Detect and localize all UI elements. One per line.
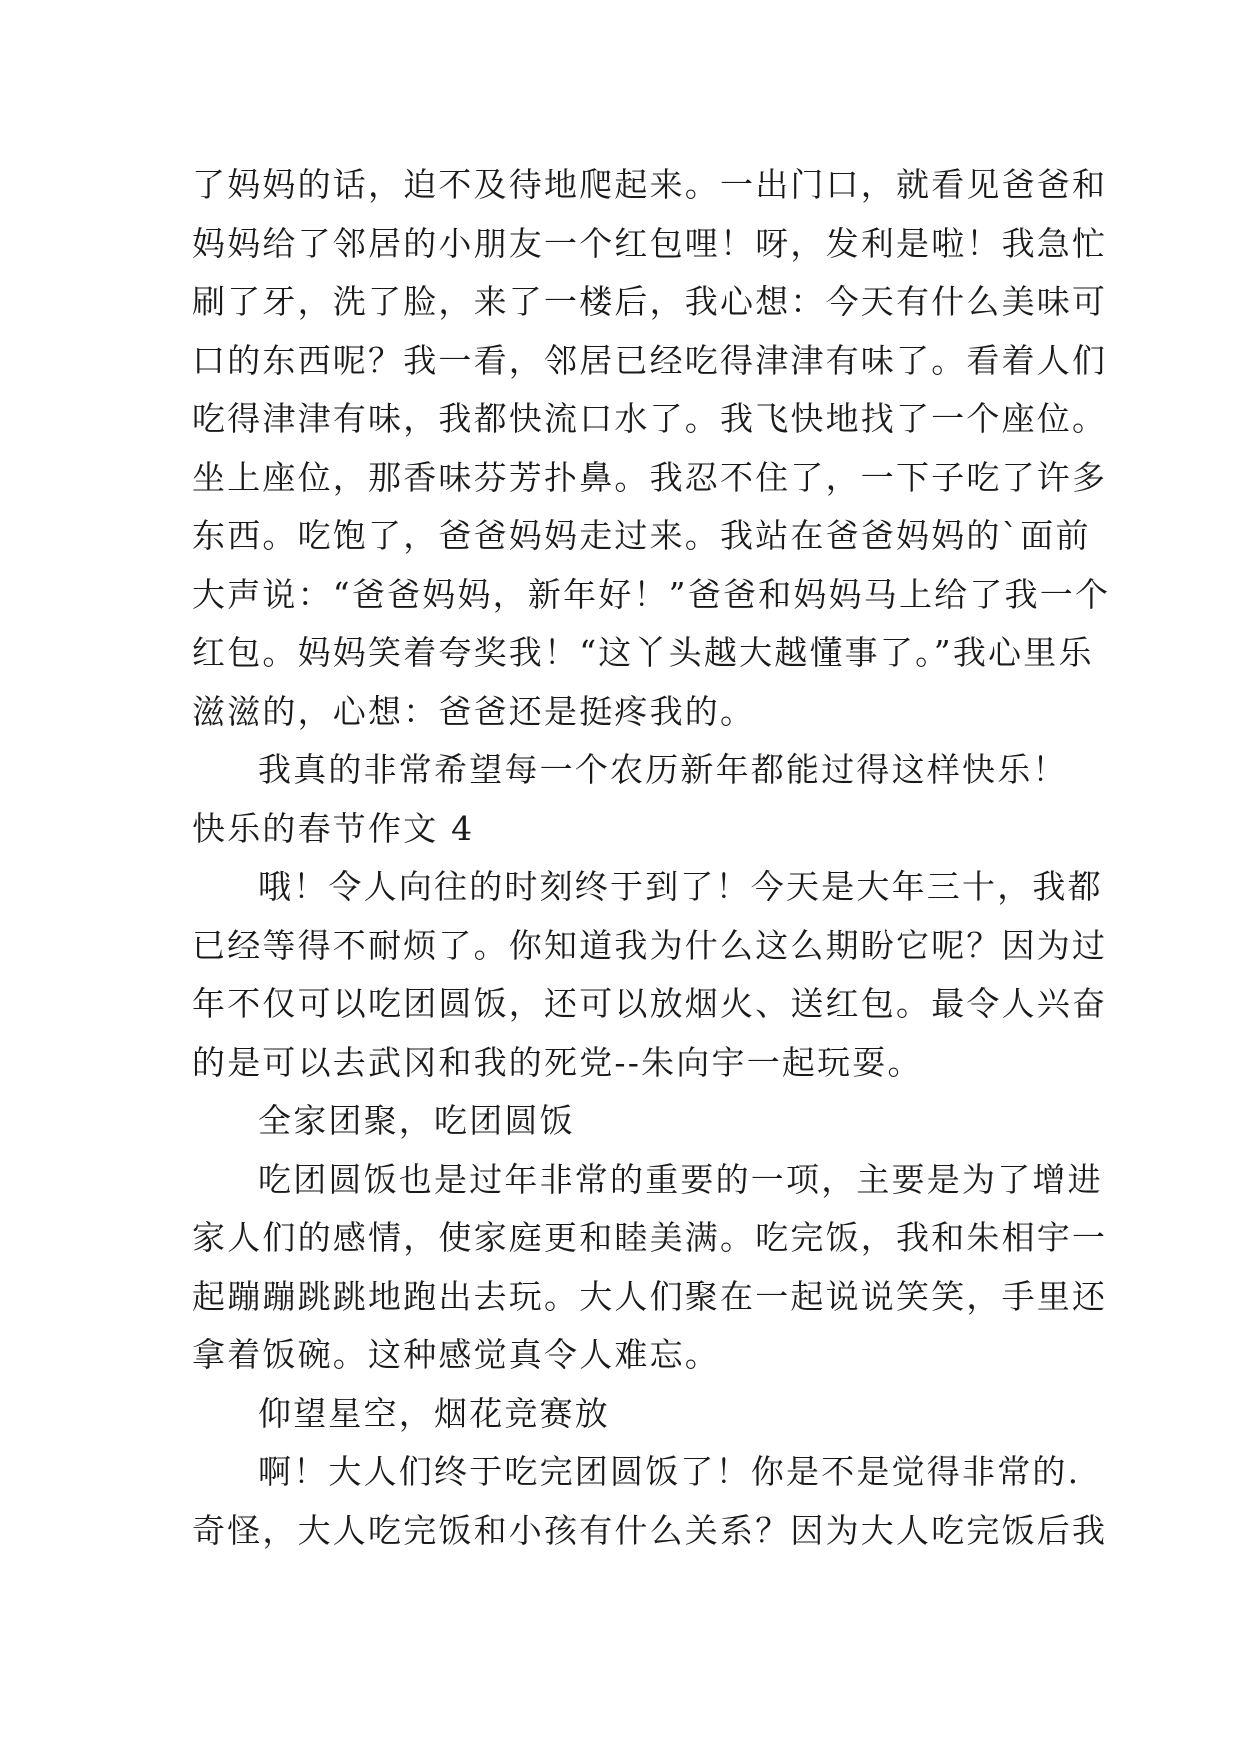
paragraph-first-line: 哦！令人向往的时刻终于到了！今天是大年三十，我都: [258, 867, 1103, 906]
text-line: 妈妈给了邻居的小朋友一个红包哩！呀，发利是啦！我急忙: [192, 223, 1108, 263]
subheading: 全家团聚，吃团圆饭: [258, 1101, 575, 1140]
paragraph-first-line: 吃团圆饭也是过年非常的重要的一项，主要是为了增进: [258, 1159, 1103, 1199]
text-line: 口的东西呢？我一看，邻居已经吃得津津有味了。看着人们: [192, 340, 1108, 380]
text-line: 坐上座位，那香味芬芳扑鼻。我忍不住了，一下子吃了许多: [192, 457, 1108, 497]
text-line: 家人们的感情，使家庭更和睦美满。吃完饭，我和朱相宇一: [192, 1218, 1108, 1257]
essay-body: [192, 156, 1111, 1560]
section-title: 快乐的春节作文 4: [192, 808, 475, 848]
text-line: 滋滋的，心想：爸爸还是挺疼我的。: [192, 691, 756, 731]
subheading: 仰望星空，烟花竞赛放: [258, 1393, 610, 1433]
text-line: 吃得津津有味，我都快流口水了。我飞快地找了一个座位。: [192, 399, 1108, 438]
text-line: 东西。吃饱了，爸爸妈妈走过来。我站在爸爸妈妈的`面前: [192, 516, 1091, 555]
text-line: 了妈妈的话，迫不及待地爬起来。一出门口，就看见爸爸和: [192, 165, 1108, 204]
text-line: 的是可以去武冈和我的死党--朱向宇一起玩耍。: [192, 1042, 923, 1082]
text-line: 拿着饭碗。这种感觉真令人难忘。: [192, 1335, 720, 1374]
text-line: 起蹦蹦跳跳地跑出去玩。大人们聚在一起说说笑笑，手里还: [192, 1276, 1108, 1316]
text-line: 刷了牙，洗了脸，来了一楼后，我心想：今天有什么美味可: [192, 282, 1108, 321]
text-line: 奇怪，大人吃完饭和小孩有什么关系？因为大人吃完饭后我: [192, 1510, 1108, 1550]
text-line: 年不仅可以吃团圆饭，还可以放烟火、送红包。最令人兴奋: [192, 984, 1108, 1023]
paragraph-first-line: 我真的非常希望每一个农历新年都能过得这样快乐！: [258, 750, 1068, 789]
text-line: 大声说：“爸爸妈妈，新年好！”爸爸和妈妈马上给了我一个: [192, 574, 1111, 614]
text-line: 红包。妈妈笑着夸奖我！“这丫头越大越懂事了。”我心里乐: [192, 633, 1094, 672]
text-line: 已经等得不耐烦了。你知道我为什么这么期盼它呢？因为过: [192, 925, 1108, 965]
paragraph-first-line: 啊！大人们终于吃完团圆饭了！你是不是觉得非常的.: [258, 1452, 1081, 1491]
